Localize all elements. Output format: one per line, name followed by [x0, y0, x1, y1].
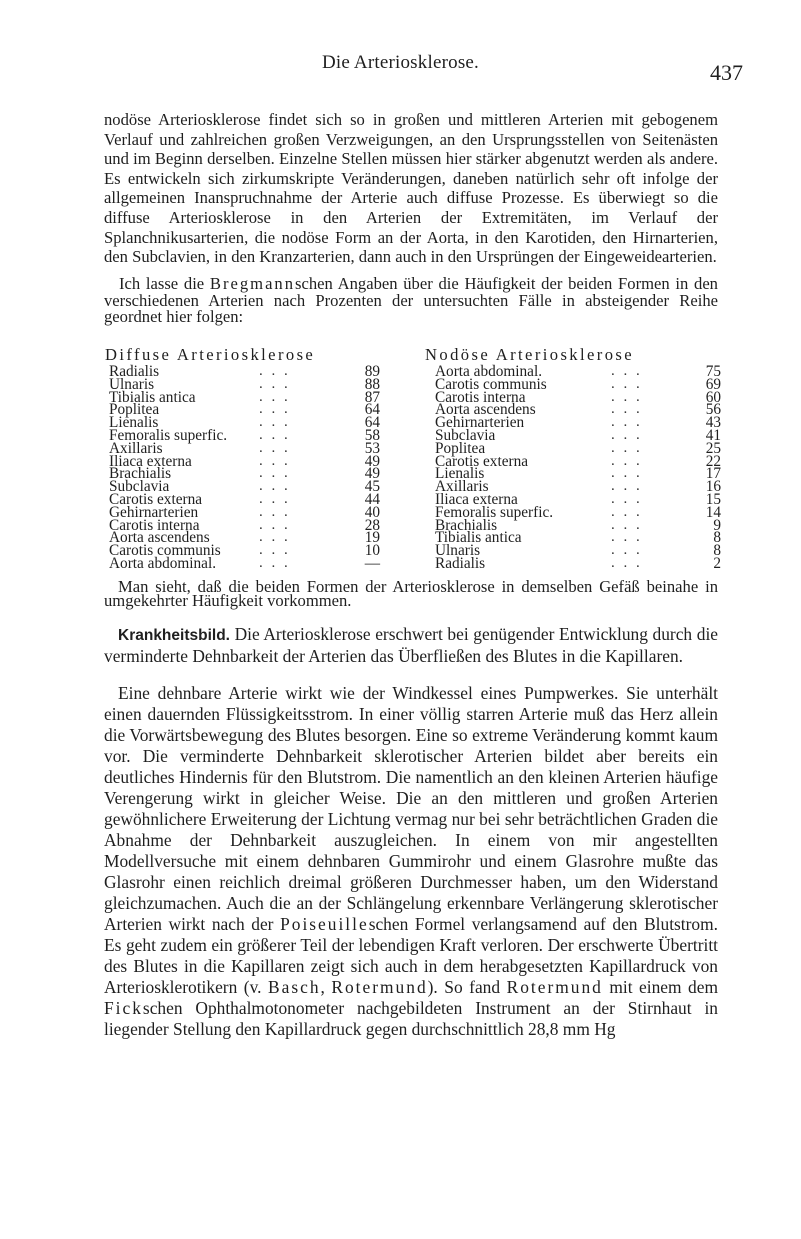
percentage-value: 58: [364, 426, 380, 444]
author-name-fick: Fick: [104, 998, 143, 1018]
percentage-value: 88: [364, 375, 380, 393]
leader-dots: . . .: [611, 401, 643, 418]
paragraph-krankheitsbild: [104, 624, 718, 667]
artery-name: Axillaris: [435, 478, 489, 496]
percentage-value: 2: [713, 554, 721, 572]
artery-name: Gehirnarterien: [435, 414, 525, 432]
leader-dots: . . .: [259, 516, 291, 533]
leader-dots: . . .: [259, 542, 291, 559]
artery-name: Lienalis: [435, 465, 485, 483]
artery-name: Carotis communis: [435, 375, 547, 393]
text-segment: schen Ophthalmotonometer nachgebildeten Instrument an der Stirnhaut in liegender Stellung den Kapillardruck gegen durchschnittlich 28,8 mm Hg: [104, 998, 718, 1039]
artery-name: Carotis externa: [109, 490, 203, 508]
percentage-value: 17: [705, 465, 721, 483]
percentage-value: 28: [364, 516, 380, 534]
artery-name: Femoralis superfic.: [435, 503, 554, 521]
table-row: [435, 554, 721, 572]
percentage-value: 43: [705, 414, 721, 432]
artery-name: Femoralis superfic.: [109, 426, 228, 444]
leader-dots: . . .: [611, 529, 643, 546]
artery-name: Subclavia: [109, 478, 170, 496]
artery-name: Poplitea: [435, 439, 486, 457]
percentage-value: 8: [713, 542, 721, 560]
percentage-value: 56: [705, 401, 721, 419]
percentage-value: 19: [364, 529, 380, 547]
running-head: [0, 50, 801, 85]
leader-dots: . . .: [611, 426, 643, 443]
artery-name: Tibialis antica: [435, 529, 522, 547]
leader-dots: . . .: [259, 414, 291, 431]
leader-dots: . . .: [259, 452, 291, 469]
leader-dots: . . .: [611, 452, 643, 469]
leader-dots: . . .: [611, 542, 643, 559]
table-diffuse-arteriosclerosis: [105, 345, 380, 572]
author-name-rotermund: Rotermund: [506, 977, 603, 997]
paragraph-conclusion: Man sieht, daß die beiden Formen der Arteriosklerose in demselben Gefäß beinahe in umgekehrter Häufigkeit vorkommen.: [104, 577, 718, 610]
percentage-value: 40: [364, 503, 380, 521]
author-name-poiseuille: Poiseuille: [280, 914, 369, 934]
artery-name: Aorta abdominal.: [435, 363, 543, 380]
page-number: 437: [710, 60, 743, 85]
author-name-basch: Basch: [268, 977, 321, 997]
percentage-value: 25: [705, 439, 721, 457]
paragraph-nodose-distribution: nodöse Arteriosklerose findet sich so in großen und mittleren Arterien mit gebogenem Verlauf und zahlreichen großen Verzweigungen, an den Ursprungsstellen von Seitenästen und im Beginn derselben. Einzelne Stellen müssen hier stärker abgenutzt werden als andere. Es entwickeln sich zirkumskripte Veränderungen, daneben natürlich sehr oft infolge der allgemeinen Inanspruchnahme der Arterie auch diffuse Prozesse. Es überwiegt so die diffuse Arteriosklerose in den Arterien der Extremitäten, im Verlauf der Splanchnikusarterien, die nodöse Form an der Aorta, in den Karotiden, den Hirnarterien, den Subclavien, in den Kranzarterien, dann auch in den Ursprüngen der Eingeweidearterien.: [104, 110, 718, 267]
leader-dots: . . .: [611, 465, 643, 482]
leader-dots: . . .: [611, 375, 643, 392]
percentage-value: 69: [705, 375, 721, 393]
artery-name: Ulnaris: [109, 375, 155, 393]
artery-name: Aorta ascendens: [109, 529, 210, 547]
artery-name: Radialis: [109, 363, 160, 380]
leader-dots: . . .: [259, 503, 291, 520]
artery-name: Iliaca externa: [435, 490, 518, 508]
leader-dots: . . .: [259, 478, 291, 495]
artery-name: Carotis externa: [435, 452, 529, 470]
table-nodose-arteriosclerosis: [425, 345, 721, 572]
artery-name: Carotis interna: [109, 516, 200, 534]
percentage-value: 9: [713, 516, 721, 534]
table-heading-nodose: Nodöse Arteriosklerose: [425, 345, 635, 364]
leader-dots: . . .: [259, 465, 291, 482]
leader-dots: . . .: [259, 388, 291, 405]
leader-dots: . . .: [259, 554, 291, 571]
leader-dots: . . .: [259, 426, 291, 443]
percentage-value: 53: [364, 439, 380, 457]
table-heading-diffuse: Diffuse Arteriosklerose: [105, 345, 316, 364]
artery-name: Tibialis antica: [109, 388, 196, 406]
paragraph-bregmann-intro: [104, 276, 718, 326]
artery-name: Carotis interna: [435, 388, 526, 406]
artery-name: Subclavia: [435, 426, 496, 444]
percentage-value: 22: [705, 452, 721, 470]
text-segment: schen Formel verlangsamend auf den Blutstrom. Es geht zudem ein größerer Teil der lebendigen Kraft verloren. Der erschwerte Übertritt des Blutes in die Kapillaren zeigt sich auch in dem herabgesetzten Kapillardruck von Arteriosklerotikern (v.: [104, 914, 719, 997]
text-segment: Eine dehnbare Arterie wirkt wie der Windkessel eines Pumpwerkes. Sie unterhält einen dauernden Flüssigkeitsstrom. In einer völlig starren Arterie muß das Herz allein die Vorwärtsbewegung des Blutes besorgen. Eine so extreme Veränderung kommt kaum vor. Die verminderte Dehnbarkeit sklerotischer Arterien bildet aber bereits ein deutliches Hindernis für den Blutstrom. Die namentlich an den kleinen Arterien häufige Verengerung wirkt in gleicher Weise. Die an den mittleren und großen Arterien gewöhnlichere Erweiterung der Lichtung vermag nur bei sehr beträchtlichen Graden die Abnahme der Dehnbarkeit auszugleichen. In einem von mir angestellten Modellversuche mit einem dehnbaren Gummirohr und einem Glasrohre mußte das Glasrohr einen reichlich dreimal größeren Durchmesser haben, um den Widerstand gleichzumachen. Auch die an der Schlängelung erkennbare Verlängerung sklerotischer Arterien wirkt nach der: [104, 683, 718, 934]
percentage-value: 89: [364, 363, 380, 380]
percentage-value: 64: [364, 401, 380, 419]
text-segment: ). So fand: [427, 977, 507, 997]
artery-name: Poplitea: [109, 401, 160, 419]
artery-name: Radialis: [435, 554, 486, 572]
leader-dots: . . .: [259, 529, 291, 546]
leader-dots: . . .: [259, 363, 291, 379]
percentage-value: 14: [705, 503, 721, 521]
percentage-value: —: [364, 554, 380, 572]
artery-name: Aorta abdominal.: [109, 554, 217, 572]
artery-name: Axillaris: [109, 439, 163, 457]
table-rows-nodose: [435, 365, 721, 570]
artery-name: Gehirnarterien: [109, 503, 199, 521]
artery-name: Aorta ascendens: [435, 401, 536, 419]
artery-name: Ulnaris: [435, 542, 481, 560]
leader-dots: . . .: [259, 490, 291, 507]
leader-dots: . . .: [259, 375, 291, 392]
author-name-rotermund: Rotermund: [331, 977, 428, 997]
percentage-value: 8: [713, 529, 721, 547]
table-row: [109, 554, 380, 572]
section-heading-krankheitsbild: Krankheitsbild.: [118, 627, 230, 644]
leader-dots: . . .: [259, 401, 291, 418]
percentage-value: 15: [705, 490, 721, 508]
leader-dots: . . .: [611, 414, 643, 431]
percentage-value: 49: [364, 465, 380, 483]
text-segment: ,: [320, 977, 332, 997]
text-segment: mit einem dem: [602, 977, 718, 997]
text-segment: Die Arteriosklerose erschwert bei genügender Entwicklung durch die verminderte Dehnbarkeit der Arterien das Überfließen des Blutes in die Kapillaren.: [104, 624, 718, 666]
leader-dots: . . .: [259, 439, 291, 456]
percentage-value: 64: [364, 414, 380, 432]
leader-dots: . . .: [611, 363, 643, 379]
leader-dots: . . .: [611, 439, 643, 456]
percentage-value: 45: [364, 478, 380, 496]
percentage-value: 87: [364, 388, 380, 406]
artery-name: Brachialis: [435, 516, 498, 534]
percentage-value: 16: [705, 478, 721, 496]
percentage-value: 49: [364, 452, 380, 470]
leader-dots: . . .: [611, 554, 643, 571]
leader-dots: . . .: [611, 478, 643, 495]
artery-name: Brachialis: [109, 465, 172, 483]
percentage-value: 60: [705, 388, 721, 406]
leader-dots: . . .: [611, 388, 643, 405]
leader-dots: . . .: [611, 490, 643, 507]
percentage-value: 44: [364, 490, 380, 508]
leader-dots: . . .: [611, 503, 643, 520]
percentage-value: 75: [705, 363, 721, 380]
text-segment: schen Angaben über die Häufigkeit der beiden Formen in den verschiedenen Arterien nach Prozenten der untersuchten Fälle in absteigender Reihe geordnet hier folgen:: [104, 274, 718, 326]
percentage-value: 41: [705, 426, 721, 444]
running-title: Die Arteriosklerose.: [321, 52, 479, 73]
artery-name: Iliaca externa: [109, 452, 192, 470]
artery-name: Lienalis: [109, 414, 159, 432]
table-rows-diffuse: [109, 365, 380, 570]
text-segment: Ich lasse die: [119, 274, 210, 293]
author-name-bregmann: Bregmann: [209, 274, 296, 293]
leader-dots: . . .: [611, 516, 643, 533]
percentage-value: 10: [364, 542, 380, 560]
artery-name: Carotis communis: [109, 542, 221, 560]
paragraph-windkessel: [104, 683, 718, 1040]
